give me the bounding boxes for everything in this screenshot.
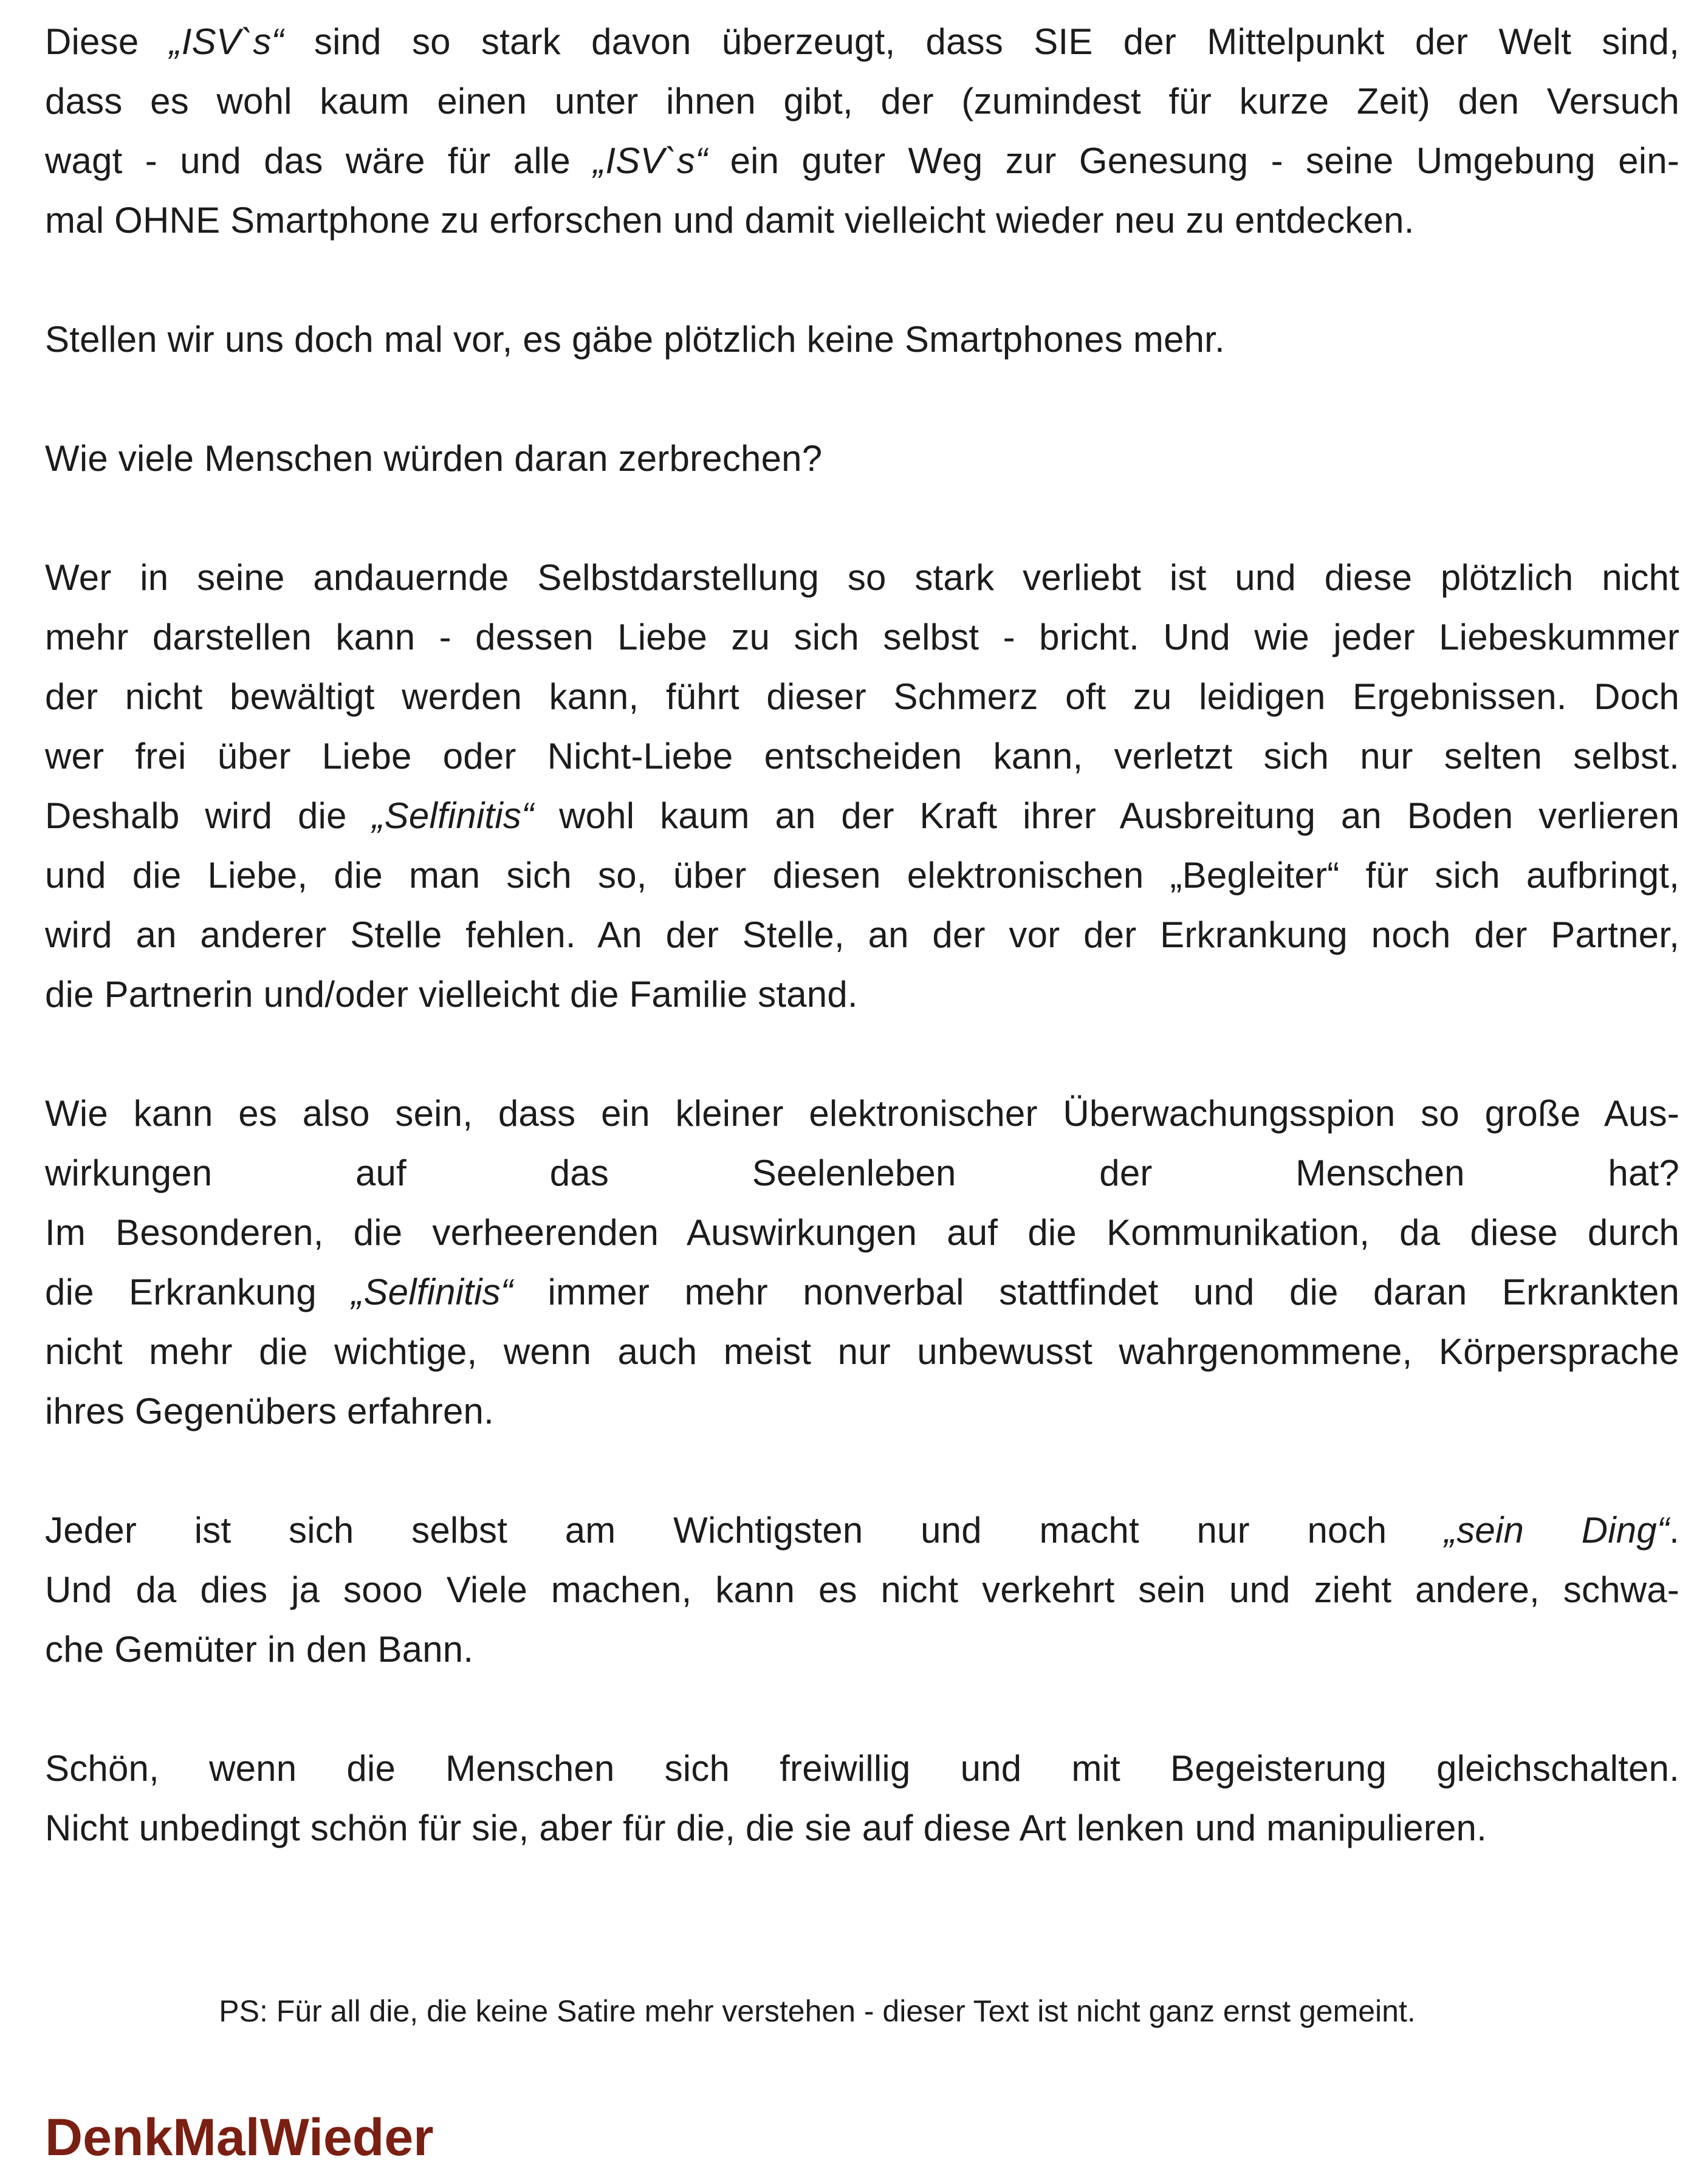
paragraph-gap (45, 1441, 1679, 1501)
text-line: der nicht bewältigt werden kann, führt dieser Schmerz oft zu leidigen Ergebnissen. Doch (45, 676, 1679, 717)
text-line: mehr darstellen kann - dessen Liebe zu sich selbst - bricht. Und wie jeder Liebeskummer (45, 617, 1679, 657)
paragraph-gap (45, 1679, 1679, 1739)
text-line: che Gemüter in den Bann. (45, 1629, 474, 1670)
text-line: ihres Gegenübers erfahren. (45, 1391, 494, 1431)
paragraph-gap (45, 369, 1679, 429)
brand-logo: DenkMalWieder (45, 2108, 434, 2167)
italic-term: „Selfinitis“ (351, 1272, 513, 1312)
paragraph (45, 310, 1679, 369)
paragraph-gap (45, 250, 1679, 310)
italic-term: „sein Ding“ (1444, 1510, 1670, 1551)
text-line: wagt - und das wäre für alle „ISV`s“ ein guter Weg zur Genesung - seine Umgebung ein- (45, 140, 1679, 181)
text-line: Und da dies ja sooo Viele machen, kann es nicht verkehrt sein und zieht andere, schwa- (45, 1569, 1679, 1610)
text-line: und die Liebe, die man sich so, über diesen elektronischen „Begleiter“ für sich aufbringt, (45, 855, 1679, 896)
text-line: Wie kann es also sein, dass ein kleiner elektronischer Überwachungsspion so große Aus- (45, 1093, 1679, 1134)
italic-term: „ISV`s“ (169, 21, 284, 62)
text-line: Nicht unbedingt schön für sie, aber für die, die sie auf diese Art lenken und manipulieren. (45, 1808, 1487, 1848)
text-line: Im Besonderen, die verheerenden Auswirkungen auf die Kommunikation, da diese durch (45, 1212, 1679, 1253)
text-line: Jeder ist sich selbst am Wichtigsten und macht nur noch „sein Ding“. (45, 1510, 1679, 1551)
paragraph (45, 1739, 1679, 1858)
text-line: die Partnerin und/oder vielleicht die Familie stand. (45, 974, 858, 1015)
text-line: Deshalb wird die „Selfinitis“ wohl kaum an der Kraft ihrer Ausbreitung an Boden verlieren (45, 795, 1680, 836)
text-line: wer frei über Liebe oder Nicht-Liebe entscheiden kann, verletzt sich nur selten selbst. (45, 736, 1679, 777)
paragraph (45, 429, 1679, 489)
text-line: nicht mehr die wichtige, wenn auch meist nur unbewusst wahrgenommene, Körpersprache (45, 1331, 1679, 1372)
text-line: Schön, wenn die Menschen sich freiwillig und mit Begeisterung gleichschalten. (45, 1748, 1679, 1789)
paragraph (45, 1084, 1679, 1441)
text-line: mal OHNE Smartphone zu erforschen und damit vielleicht wieder neu zu entdecken. (45, 200, 1415, 241)
paragraph (45, 1501, 1679, 1679)
paragraph (45, 12, 1679, 250)
text-line: Wie viele Menschen würden daran zerbrechen? (45, 438, 823, 479)
article-body (45, 12, 1679, 1858)
text-line: die Erkrankung „Selfinitis“ immer mehr nonverbal stattfindet und die daran Erkrankten (45, 1272, 1679, 1312)
text-line: wirkungen auf das Seelenleben der Menschen hat? (45, 1153, 1679, 1193)
text-line: dass es wohl kaum einen unter ihnen gibt, der (zumindest für kurze Zeit) den Versuch (45, 81, 1679, 122)
text-line: Diese „ISV`s“ sind so stark davon überzeugt, dass SIE der Mittelpunkt der Welt sind, (45, 21, 1679, 62)
paragraph-gap (45, 1024, 1679, 1084)
italic-term: „Selfinitis“ (372, 795, 534, 836)
ps-note: PS: Für all die, die keine Satire mehr verstehen - dieser Text ist nicht ganz ernst gemeint. (219, 1994, 1416, 2028)
text-line: Stellen wir uns doch mal vor, es gäbe plötzlich keine Smartphones mehr. (45, 319, 1225, 360)
text-line: Wer in seine andauernde Selbstdarstellung so stark verliebt ist und diese plötzlich nicht (45, 557, 1679, 598)
text-line: wird an anderer Stelle fehlen. An der Stelle, an der vor der Erkrankung noch der Partner, (45, 914, 1679, 955)
paragraph (45, 548, 1679, 1024)
italic-term: „ISV`s“ (593, 140, 708, 181)
paragraph-gap (45, 489, 1679, 548)
